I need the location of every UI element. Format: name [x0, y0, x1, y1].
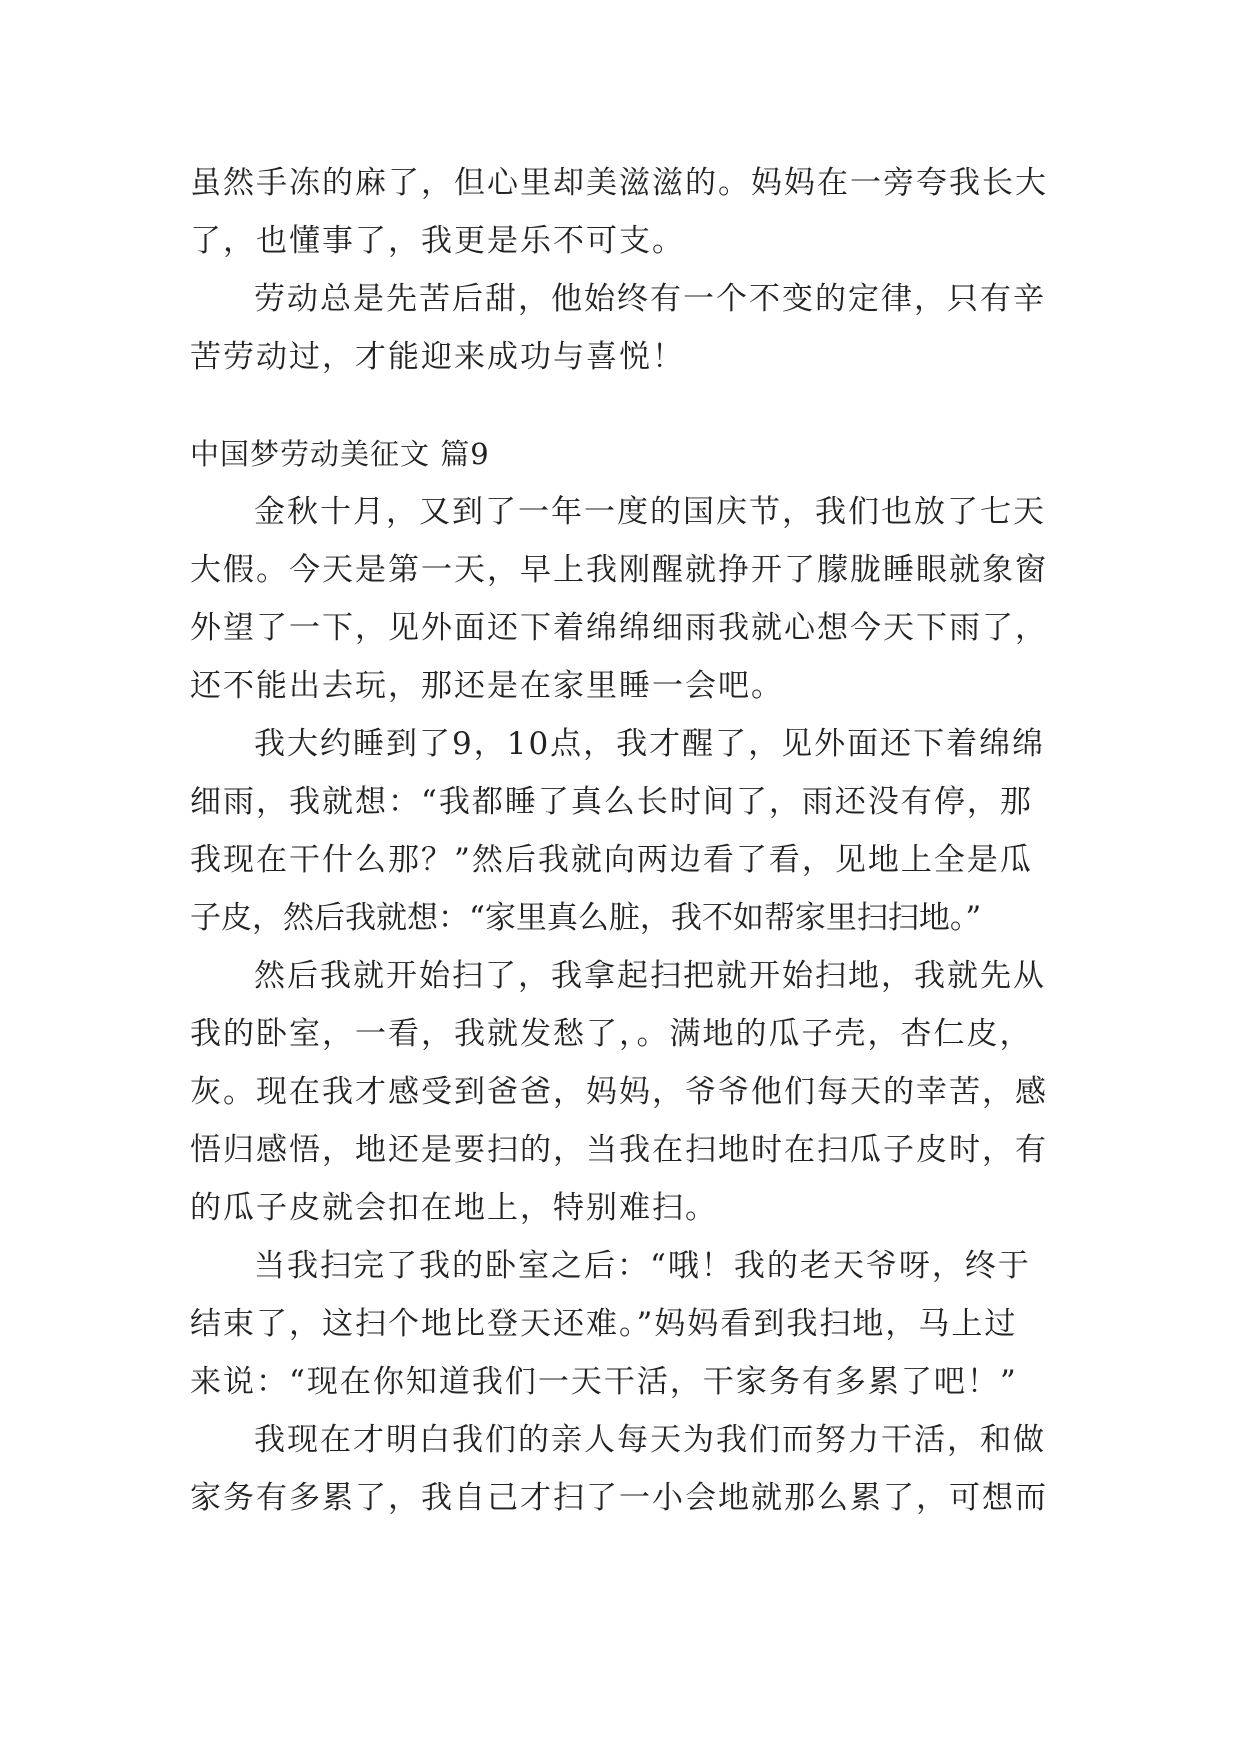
text-line: 灰。现在我才感受到爸爸，妈妈，爷爷他们每天的幸苦，感 — [190, 1074, 1048, 1110]
section-spacer — [190, 386, 1050, 425]
text-line: 的瓜子皮就会扣在地上，特别难扫。 — [190, 1190, 718, 1226]
text-line: 家务有多累了，我自己才扫了一小会地就那么累了，可想而 — [190, 1480, 1048, 1516]
text-line: 外望了一下，见外面还下着绵绵细雨我就心想今天下雨了， — [190, 610, 1048, 646]
text-line: 我现在干什么那？”然后我就向两边看了看，见地上全是瓜 — [190, 842, 1033, 878]
text-line: 了，也懂事了，我更是乐不可支。 — [190, 223, 685, 259]
paragraph-first-line: 然后我就开始扫了，我拿起扫把就开始扫地，我就先从 — [254, 958, 1046, 994]
paragraph-first-line: 金秋十月，又到了一年一度的国庆节，我们也放了七天 — [254, 494, 1046, 530]
text-line: 结束了，这扫个地比登天还难。”妈妈看到我扫地，马上过 — [190, 1306, 1018, 1342]
text-line: 大假。今天是第一天，早上我刚醒就挣开了朦胧睡眼就象窗 — [190, 552, 1048, 588]
paragraph-first-line: 当我扫完了我的卧室之后：“哦！我的老天爷呀，终于 — [254, 1248, 1031, 1284]
text-line: 细雨，我就想：“我都睡了真么长时间了，雨还没有停，那 — [190, 784, 1033, 820]
paragraph-first-line: 我现在才明白我们的亲人每天为我们而努力干活，和做 — [254, 1422, 1046, 1458]
text-line: 苦劳动过，才能迎来成功与喜悦！ — [190, 339, 685, 375]
paragraph-first-line: 我大约睡到了9，10点，我才醒了，见外面还下着绵绵 — [254, 726, 1046, 762]
text-line: 还不能出去玩，那还是在家里睡一会吧。 — [190, 668, 784, 704]
text-line: 虽然手冻的麻了，但心里却美滋滋的。妈妈在一旁夸我长大 — [190, 165, 1048, 201]
text-line: 悟归感悟，地还是要扫的，当我在扫地时在扫瓜子皮时，有 — [190, 1132, 1048, 1168]
section-heading: 中国梦劳动美征文 篇9 — [190, 437, 490, 471]
text-line: 来说：“现在你知道我们一天干活，干家务有多累了吧！” — [190, 1364, 1018, 1400]
paragraph-first-line: 劳动总是先苦后甜，他始终有一个不变的定律，只有辛 — [254, 281, 1046, 317]
document-body — [190, 154, 1050, 1527]
text-line: 子皮，然后我就想：“家里真么脏，我不如帮家里扫扫地。” — [190, 900, 982, 936]
text-line: 我的卧室，一看，我就发愁了，。满地的瓜子壳，杏仁皮， — [190, 1016, 1033, 1052]
